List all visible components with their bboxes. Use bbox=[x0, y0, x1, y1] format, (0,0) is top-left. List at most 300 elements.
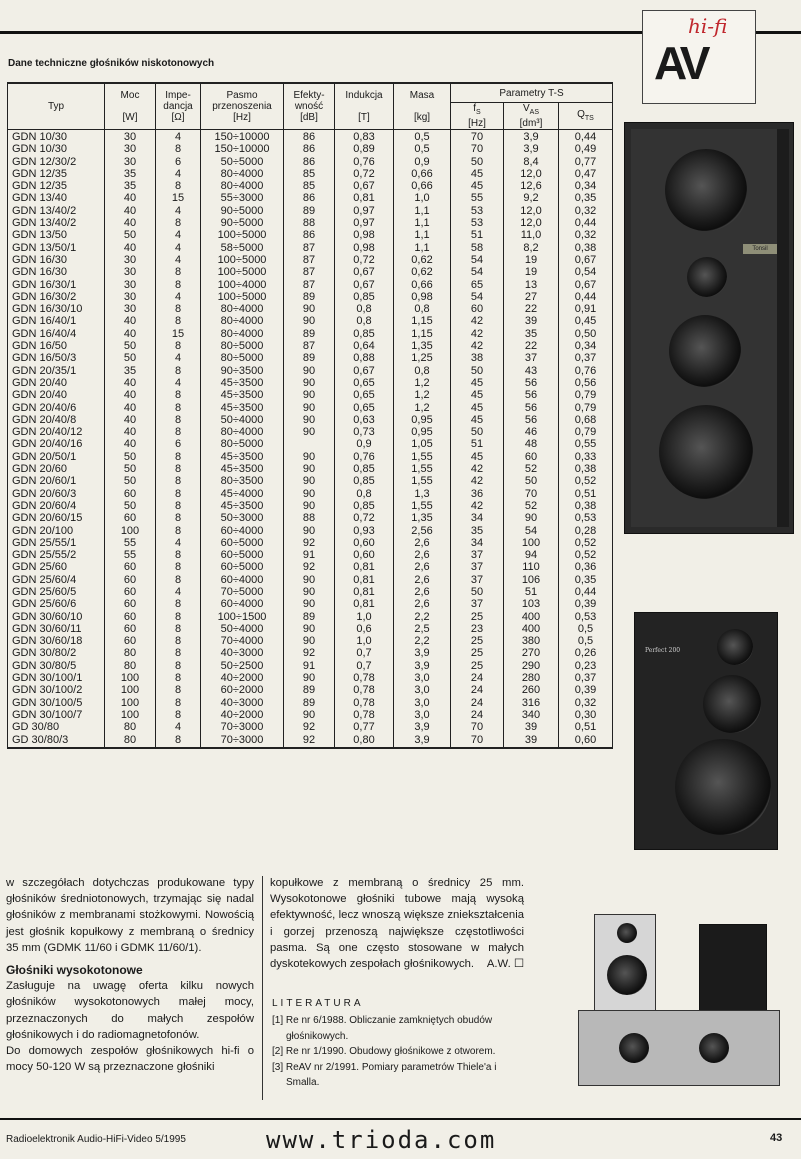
cell-indukcja: 0,8 bbox=[335, 303, 394, 315]
cell-fs: 45 bbox=[451, 377, 504, 389]
article-paragraph: Zasługuje na uwagę oferta kilku nowych głośników wysokotonowych małej mocy, przeznaczonych do małych zespołów głośnikowych i do radiomagnetofonów. bbox=[6, 980, 254, 1041]
table-row bbox=[8, 697, 613, 709]
cell-masa: 0,62 bbox=[394, 254, 451, 266]
cell-typ: GDN 20/40/8 bbox=[8, 414, 105, 426]
cell-vas: 52 bbox=[504, 500, 559, 512]
table-row bbox=[8, 660, 613, 672]
cell-indukcja: 0,73 bbox=[335, 426, 394, 438]
cell-fs: 53 bbox=[451, 205, 504, 217]
cell-masa: 1,15 bbox=[394, 315, 451, 327]
col-header-typ: Typ bbox=[8, 83, 105, 130]
cell-vas: 56 bbox=[504, 414, 559, 426]
cell-qts: 0,91 bbox=[559, 303, 613, 315]
cell-efektywnosc: 90 bbox=[284, 598, 335, 610]
cell-vas: 12,0 bbox=[504, 217, 559, 229]
cell-qts: 0,34 bbox=[559, 340, 613, 352]
cell-indukcja: 0,77 bbox=[335, 721, 394, 733]
cell-impedancja: 4 bbox=[156, 291, 201, 303]
cell-vas: 290 bbox=[504, 660, 559, 672]
cell-qts: 0,5 bbox=[559, 623, 613, 635]
cell-efektywnosc: 89 bbox=[284, 697, 335, 709]
cell-vas: 27 bbox=[504, 291, 559, 303]
cell-masa: 0,98 bbox=[394, 291, 451, 303]
cell-typ: GDN 12/35 bbox=[8, 180, 105, 192]
cell-indukcja: 0,78 bbox=[335, 672, 394, 684]
cell-efektywnosc: 85 bbox=[284, 180, 335, 192]
table-row bbox=[8, 402, 613, 414]
cell-vas: 100 bbox=[504, 537, 559, 549]
cell-moc: 35 bbox=[105, 180, 156, 192]
cell-typ: GDN 16/30 bbox=[8, 254, 105, 266]
cell-pasmo: 70÷4000 bbox=[201, 635, 284, 647]
cell-vas: 8,4 bbox=[504, 156, 559, 168]
cell-moc: 100 bbox=[105, 697, 156, 709]
cell-vas: 35 bbox=[504, 328, 559, 340]
cell-qts: 0,44 bbox=[559, 217, 613, 229]
cell-fs: 37 bbox=[451, 574, 504, 586]
cell-masa: 2,6 bbox=[394, 574, 451, 586]
cell-impedancja: 8 bbox=[156, 340, 201, 352]
cell-masa: 1,15 bbox=[394, 328, 451, 340]
cell-fs: 24 bbox=[451, 697, 504, 709]
cell-qts: 0,44 bbox=[559, 291, 613, 303]
cell-impedancja: 8 bbox=[156, 623, 201, 635]
cell-pasmo: 40÷3000 bbox=[201, 647, 284, 659]
cell-qts: 0,5 bbox=[559, 635, 613, 647]
cell-masa: 1,1 bbox=[394, 205, 451, 217]
cell-pasmo: 50÷2500 bbox=[201, 660, 284, 672]
table-row bbox=[8, 377, 613, 389]
cell-masa: 3,9 bbox=[394, 647, 451, 659]
cell-vas: 316 bbox=[504, 697, 559, 709]
cell-typ: GDN 16/30/1 bbox=[8, 279, 105, 291]
subwoofer-image bbox=[578, 1010, 780, 1086]
cell-masa: 1,25 bbox=[394, 352, 451, 364]
table-row bbox=[8, 266, 613, 278]
cell-typ: GDN 20/40 bbox=[8, 389, 105, 401]
speaker-brand-label: Perfect bbox=[645, 647, 667, 654]
cell-fs: 70 bbox=[451, 734, 504, 748]
cell-impedancja: 8 bbox=[156, 635, 201, 647]
tweeter-icon bbox=[617, 923, 637, 943]
cell-vas: 12,0 bbox=[504, 168, 559, 180]
cell-efektywnosc: 90 bbox=[284, 525, 335, 537]
cell-pasmo: 45÷3500 bbox=[201, 402, 284, 414]
cell-efektywnosc: 90 bbox=[284, 586, 335, 598]
cell-typ: GDN 12/35 bbox=[8, 168, 105, 180]
cell-pasmo: 80÷4000 bbox=[201, 180, 284, 192]
cell-efektywnosc: 87 bbox=[284, 266, 335, 278]
cell-qts: 0,45 bbox=[559, 315, 613, 327]
table-row bbox=[8, 365, 613, 377]
cell-typ: GDN 13/50/1 bbox=[8, 242, 105, 254]
cell-qts: 0,53 bbox=[559, 512, 613, 524]
port-left-icon bbox=[619, 1033, 649, 1063]
cell-indukcja: 0,72 bbox=[335, 512, 394, 524]
cell-masa: 2,6 bbox=[394, 549, 451, 561]
cell-fs: 54 bbox=[451, 266, 504, 278]
cell-vas: 400 bbox=[504, 623, 559, 635]
cell-efektywnosc: 89 bbox=[284, 205, 335, 217]
cell-pasmo: 150÷10000 bbox=[201, 130, 284, 144]
cell-efektywnosc: 90 bbox=[284, 451, 335, 463]
cell-masa: 1,55 bbox=[394, 500, 451, 512]
cell-indukcja: 0,97 bbox=[335, 217, 394, 229]
cell-qts: 0,44 bbox=[559, 130, 613, 144]
cell-moc: 30 bbox=[105, 291, 156, 303]
cell-fs: 42 bbox=[451, 500, 504, 512]
cell-impedancja: 4 bbox=[156, 377, 201, 389]
author-signature: A.W. ☐ bbox=[486, 958, 524, 971]
cell-impedancja: 4 bbox=[156, 205, 201, 217]
cell-qts: 0,36 bbox=[559, 561, 613, 573]
table-row bbox=[8, 156, 613, 168]
cell-typ: GDN 20/40/6 bbox=[8, 402, 105, 414]
cell-impedancja: 8 bbox=[156, 315, 201, 327]
cell-fs: 54 bbox=[451, 291, 504, 303]
cell-qts: 0,79 bbox=[559, 389, 613, 401]
cell-fs: 34 bbox=[451, 512, 504, 524]
cell-pasmo: 100÷4000 bbox=[201, 279, 284, 291]
cell-indukcja: 0,76 bbox=[335, 451, 394, 463]
cell-pasmo: 80÷3500 bbox=[201, 475, 284, 487]
cell-impedancja: 8 bbox=[156, 451, 201, 463]
cell-indukcja: 0,7 bbox=[335, 647, 394, 659]
cell-qts: 0,39 bbox=[559, 598, 613, 610]
cell-efektywnosc: 90 bbox=[284, 488, 335, 500]
cell-efektywnosc: 89 bbox=[284, 352, 335, 364]
cell-qts: 0,39 bbox=[559, 684, 613, 696]
woofer-icon bbox=[607, 955, 647, 995]
logo-av-text: AV bbox=[654, 37, 707, 89]
cell-efektywnosc: 90 bbox=[284, 463, 335, 475]
cell-qts: 0,77 bbox=[559, 156, 613, 168]
floorstanding-speaker-image bbox=[624, 122, 794, 534]
cell-qts: 0,32 bbox=[559, 205, 613, 217]
cell-indukcja: 0,97 bbox=[335, 205, 394, 217]
cell-moc: 50 bbox=[105, 463, 156, 475]
cell-efektywnosc: 90 bbox=[284, 414, 335, 426]
cell-fs: 36 bbox=[451, 488, 504, 500]
cell-vas: 8,2 bbox=[504, 242, 559, 254]
cell-moc: 80 bbox=[105, 660, 156, 672]
cell-vas: 12,6 bbox=[504, 180, 559, 192]
cell-pasmo: 80÷4000 bbox=[201, 303, 284, 315]
table-row bbox=[8, 537, 613, 549]
table-row bbox=[8, 426, 613, 438]
cell-qts: 0,47 bbox=[559, 168, 613, 180]
cell-typ: GDN 13/40 bbox=[8, 192, 105, 204]
cell-pasmo: 55÷3000 bbox=[201, 192, 284, 204]
cell-qts: 0,33 bbox=[559, 451, 613, 463]
speaker-model-label: 200 bbox=[668, 647, 681, 654]
cell-typ: GDN 16/50 bbox=[8, 340, 105, 352]
cell-vas: 39 bbox=[504, 721, 559, 733]
cell-typ: GDN 20/100 bbox=[8, 525, 105, 537]
cell-qts: 0,49 bbox=[559, 143, 613, 155]
cell-efektywnosc: 89 bbox=[284, 684, 335, 696]
table-row bbox=[8, 340, 613, 352]
spec-table-body bbox=[8, 130, 613, 748]
cell-impedancja: 4 bbox=[156, 168, 201, 180]
column-divider bbox=[262, 876, 263, 1100]
cell-qts: 0,54 bbox=[559, 266, 613, 278]
cell-typ: GDN 20/40/12 bbox=[8, 426, 105, 438]
table-row bbox=[8, 328, 613, 340]
article-paragraph: Do domowych zespołów głośnikowych hi-fi o mocy 50-120 W są przeznaczone głośniki bbox=[6, 1045, 254, 1074]
cell-pasmo: 80÷4000 bbox=[201, 426, 284, 438]
cell-pasmo: 70÷3000 bbox=[201, 734, 284, 748]
cell-vas: 400 bbox=[504, 611, 559, 623]
cell-qts: 0,67 bbox=[559, 279, 613, 291]
cell-impedancja: 8 bbox=[156, 402, 201, 414]
table-row bbox=[8, 709, 613, 721]
cell-moc: 40 bbox=[105, 414, 156, 426]
cell-qts: 0,55 bbox=[559, 438, 613, 450]
cell-vas: 52 bbox=[504, 463, 559, 475]
cell-pasmo: 40÷2000 bbox=[201, 709, 284, 721]
cell-moc: 40 bbox=[105, 438, 156, 450]
cell-indukcja: 0,67 bbox=[335, 279, 394, 291]
cell-efektywnosc: 92 bbox=[284, 561, 335, 573]
cell-pasmo: 45÷3500 bbox=[201, 500, 284, 512]
cell-typ: GDN 20/40/16 bbox=[8, 438, 105, 450]
cell-moc: 40 bbox=[105, 402, 156, 414]
table-row bbox=[8, 180, 613, 192]
table-row bbox=[8, 598, 613, 610]
cell-typ: GDN 30/100/2 bbox=[8, 684, 105, 696]
cell-fs: 70 bbox=[451, 721, 504, 733]
cell-qts: 0,79 bbox=[559, 426, 613, 438]
cell-fs: 42 bbox=[451, 328, 504, 340]
cell-masa: 1,2 bbox=[394, 402, 451, 414]
table-row bbox=[8, 525, 613, 537]
cell-indukcja: 0,78 bbox=[335, 709, 394, 721]
cell-fs: 45 bbox=[451, 389, 504, 401]
cell-pasmo: 50÷4000 bbox=[201, 414, 284, 426]
cell-typ: GDN 30/100/7 bbox=[8, 709, 105, 721]
cell-qts: 0,35 bbox=[559, 574, 613, 586]
cell-moc: 40 bbox=[105, 205, 156, 217]
cell-moc: 50 bbox=[105, 451, 156, 463]
cell-vas: 56 bbox=[504, 402, 559, 414]
table-row bbox=[8, 611, 613, 623]
magazine-credit: Radioelektronik Audio-HiFi-Video 5/1995 bbox=[6, 1134, 186, 1145]
cell-masa: 2,6 bbox=[394, 586, 451, 598]
cell-efektywnosc: 88 bbox=[284, 512, 335, 524]
cell-pasmo: 50÷3000 bbox=[201, 512, 284, 524]
cell-typ: GDN 20/40 bbox=[8, 377, 105, 389]
cell-indukcja: 0,9 bbox=[335, 438, 394, 450]
cell-fs: 25 bbox=[451, 660, 504, 672]
cell-efektywnosc: 90 bbox=[284, 377, 335, 389]
cell-pasmo: 70÷5000 bbox=[201, 586, 284, 598]
table-row bbox=[8, 574, 613, 586]
cell-indukcja: 0,8 bbox=[335, 488, 394, 500]
col-header-fs: $f_S$ [Hz] bbox=[451, 103, 504, 130]
cell-indukcja: 0,8 bbox=[335, 315, 394, 327]
cell-indukcja: 0,63 bbox=[335, 414, 394, 426]
cell-masa: 0,66 bbox=[394, 168, 451, 180]
cell-moc: 40 bbox=[105, 426, 156, 438]
cell-masa: 0,66 bbox=[394, 279, 451, 291]
cell-indukcja: 0,83 bbox=[335, 130, 394, 144]
cell-typ: GDN 16/30 bbox=[8, 266, 105, 278]
cell-pasmo: 60÷5000 bbox=[201, 549, 284, 561]
tweeter-icon bbox=[717, 629, 753, 665]
cell-typ: GDN 25/60/6 bbox=[8, 598, 105, 610]
cell-typ: GDN 20/60/15 bbox=[8, 512, 105, 524]
cell-typ: GDN 20/60/3 bbox=[8, 488, 105, 500]
cell-masa: 2,5 bbox=[394, 623, 451, 635]
cell-moc: 60 bbox=[105, 598, 156, 610]
article-paragraph: w szczegółach dotychczas produkowane typy głośników średniotonowych, trzymając się nadal głośników z membranami stożkowymi. Nowością jest głośnik kopułkowy z membraną o średnicy 35 mm (GDMK 11/60 i GDMK 11/60/1). bbox=[6, 877, 254, 954]
cell-fs: 65 bbox=[451, 279, 504, 291]
cell-pasmo: 45÷3500 bbox=[201, 389, 284, 401]
table-row bbox=[8, 647, 613, 659]
cell-efektywnosc: 86 bbox=[284, 130, 335, 144]
cell-typ: GDN 13/40/2 bbox=[8, 217, 105, 229]
cell-qts: 0,30 bbox=[559, 709, 613, 721]
table-row bbox=[8, 229, 613, 241]
cell-vas: 270 bbox=[504, 647, 559, 659]
table-row bbox=[8, 291, 613, 303]
cell-qts: 0,37 bbox=[559, 352, 613, 364]
cell-vas: 51 bbox=[504, 586, 559, 598]
cell-impedancja: 4 bbox=[156, 537, 201, 549]
cell-impedancja: 8 bbox=[156, 426, 201, 438]
cell-indukcja: 0,76 bbox=[335, 156, 394, 168]
cell-indukcja: 0,67 bbox=[335, 266, 394, 278]
cell-efektywnosc: 87 bbox=[284, 340, 335, 352]
cell-impedancja: 8 bbox=[156, 574, 201, 586]
table-row bbox=[8, 684, 613, 696]
cell-moc: 40 bbox=[105, 315, 156, 327]
cell-indukcja: 0,85 bbox=[335, 500, 394, 512]
woofer-spec-table bbox=[7, 82, 613, 749]
cell-indukcja: 0,85 bbox=[335, 291, 394, 303]
cell-qts: 0,52 bbox=[559, 549, 613, 561]
cell-masa: 1,05 bbox=[394, 438, 451, 450]
cell-qts: 0,52 bbox=[559, 537, 613, 549]
cell-pasmo: 60÷5000 bbox=[201, 537, 284, 549]
cell-impedancja: 8 bbox=[156, 500, 201, 512]
cell-efektywnosc: 85 bbox=[284, 168, 335, 180]
table-row bbox=[8, 242, 613, 254]
table-row bbox=[8, 488, 613, 500]
cell-impedancja: 4 bbox=[156, 352, 201, 364]
cell-masa: 1,0 bbox=[394, 192, 451, 204]
cell-pasmo: 50÷4000 bbox=[201, 623, 284, 635]
cell-efektywnosc: 89 bbox=[284, 611, 335, 623]
cell-vas: 60 bbox=[504, 451, 559, 463]
cell-masa: 3,0 bbox=[394, 672, 451, 684]
cell-fs: 55 bbox=[451, 192, 504, 204]
cell-pasmo: 60÷4000 bbox=[201, 525, 284, 537]
cell-indukcja: 0,67 bbox=[335, 180, 394, 192]
cell-fs: 54 bbox=[451, 254, 504, 266]
cell-fs: 42 bbox=[451, 340, 504, 352]
cell-vas: 22 bbox=[504, 340, 559, 352]
cell-typ: GDN 20/50/1 bbox=[8, 451, 105, 463]
cell-qts: 0,26 bbox=[559, 647, 613, 659]
tweeter-icon bbox=[687, 257, 727, 297]
cell-moc: 80 bbox=[105, 647, 156, 659]
table-row bbox=[8, 192, 613, 204]
cell-masa: 3,0 bbox=[394, 697, 451, 709]
cell-qts: 0,34 bbox=[559, 180, 613, 192]
small-speaker-image bbox=[594, 914, 656, 1016]
cell-vas: 280 bbox=[504, 672, 559, 684]
table-row bbox=[8, 315, 613, 327]
cell-efektywnosc: 92 bbox=[284, 647, 335, 659]
cell-typ: GDN 30/60/18 bbox=[8, 635, 105, 647]
col-header-moc: Moc [W] bbox=[105, 83, 156, 130]
cell-indukcja: 0,93 bbox=[335, 525, 394, 537]
cell-moc: 55 bbox=[105, 549, 156, 561]
cell-typ: GDN 25/55/1 bbox=[8, 537, 105, 549]
cell-masa: 0,66 bbox=[394, 180, 451, 192]
cell-fs: 37 bbox=[451, 549, 504, 561]
table-row bbox=[8, 389, 613, 401]
cell-masa: 1,1 bbox=[394, 229, 451, 241]
cell-pasmo: 100÷1500 bbox=[201, 611, 284, 623]
cell-fs: 25 bbox=[451, 647, 504, 659]
cell-indukcja: 0,81 bbox=[335, 586, 394, 598]
cell-masa: 0,8 bbox=[394, 365, 451, 377]
table-row bbox=[8, 475, 613, 487]
cell-pasmo: 90÷3500 bbox=[201, 365, 284, 377]
cell-indukcja: 0,7 bbox=[335, 660, 394, 672]
page-number: 43 bbox=[770, 1132, 783, 1144]
cell-fs: 70 bbox=[451, 130, 504, 144]
cell-vas: 56 bbox=[504, 377, 559, 389]
col-header-vas: $V_{AS}$ [dm³] bbox=[504, 103, 559, 130]
table-row bbox=[8, 168, 613, 180]
cell-masa: 1,55 bbox=[394, 475, 451, 487]
cell-moc: 30 bbox=[105, 130, 156, 144]
literature-list bbox=[272, 1013, 524, 1091]
cell-masa: 0,95 bbox=[394, 426, 451, 438]
cell-masa: 2,56 bbox=[394, 525, 451, 537]
cell-typ: GDN 25/55/2 bbox=[8, 549, 105, 561]
table-row bbox=[8, 451, 613, 463]
cell-vas: 48 bbox=[504, 438, 559, 450]
cell-fs: 35 bbox=[451, 525, 504, 537]
cell-vas: 19 bbox=[504, 266, 559, 278]
table-row bbox=[8, 438, 613, 450]
cell-fs: 25 bbox=[451, 635, 504, 647]
cell-indukcja: 0,85 bbox=[335, 475, 394, 487]
table-row bbox=[8, 414, 613, 426]
cell-impedancja: 4 bbox=[156, 721, 201, 733]
cell-efektywnosc: 87 bbox=[284, 279, 335, 291]
cell-masa: 1,1 bbox=[394, 217, 451, 229]
cell-indukcja: 0,60 bbox=[335, 549, 394, 561]
cell-impedancja: 8 bbox=[156, 475, 201, 487]
col-header-masa: Masa [kg] bbox=[394, 83, 451, 130]
cell-vas: 90 bbox=[504, 512, 559, 524]
cell-moc: 60 bbox=[105, 574, 156, 586]
table-row bbox=[8, 512, 613, 524]
cell-moc: 30 bbox=[105, 143, 156, 155]
table-row bbox=[8, 254, 613, 266]
col-header-qts: $Q_{TS}$ bbox=[559, 103, 613, 130]
cell-fs: 25 bbox=[451, 611, 504, 623]
cell-masa: 1,3 bbox=[394, 488, 451, 500]
cell-moc: 30 bbox=[105, 303, 156, 315]
cell-impedancja: 8 bbox=[156, 549, 201, 561]
